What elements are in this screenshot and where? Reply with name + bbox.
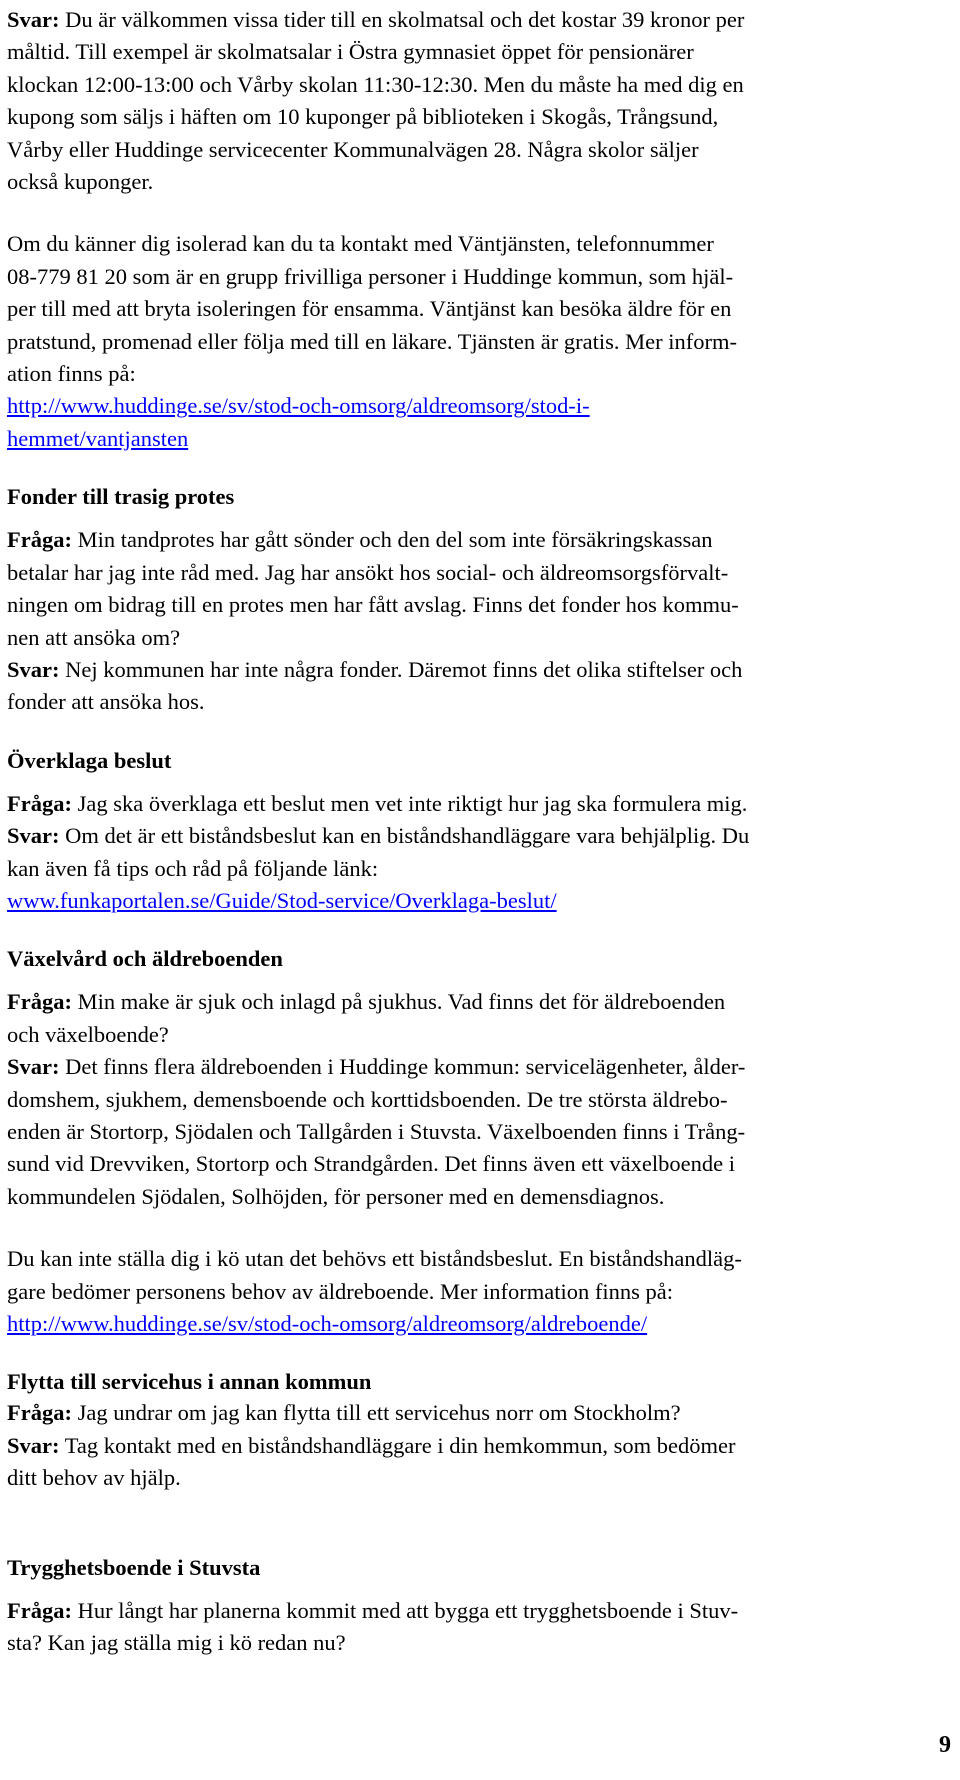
vantjanst-line: Om du känner dig isolerad kan du ta kontakt med Väntjänsten, telefonnummer [7,231,714,257]
vantjanst-link-line[interactable] [7,390,947,422]
question-line: ningen om bidrag till en protes men har fått avslag. Finns det fonder hos kommu- [7,592,739,618]
answer-line: enden är Stortorp, Sjödalen och Tallgården i Stuvsta. Växelboenden finns i Trång- [7,1118,746,1144]
question-line: nen att ansöka om? [7,624,181,650]
question-line: Fråga: Jag ska överklaga ett beslut men vet inte riktigt hur jag ska formulera mig. [7,790,748,816]
answer-line: kommundelen Sjödalen, Solhöjden, för personer med en demensdiagnos. [7,1183,665,1209]
question-line: Fråga: Min make är sjuk och inlagd på sjukhus. Vad finns det för äldreboenden [7,989,726,1015]
answer-label: Svar: [7,656,60,682]
intro-answer-line: också kuponger. [7,169,154,195]
section-heading-trygghet: Trygghetsboende i Stuvsta [7,1554,261,1580]
section-heading-fonder: Fonder till trasig protes [7,484,235,510]
question-line: betalar har jag inte råd med. Jag har ansökt hos social- och äldreomsorgsförvalt- [7,559,729,585]
vaxelvard-link-line[interactable] [7,1308,947,1340]
answer-line: sund vid Drevviken, Stortorp och Strandgården. Det finns även ett växelboende i [7,1151,735,1177]
section-heading-flytta: Flytta till servicehus i annan kommun [7,1369,372,1395]
question-label: Fråga: [7,790,72,816]
vaxelvard-link[interactable]: http://www.huddinge.se/sv/stod-och-omsorg/aldreomsorg/aldreboende/ [7,1311,648,1336]
vantjanst-line: pratstund, promenad eller följa med till en läkare. Tjänsten är gratis. Mer inform- [7,328,737,354]
intro-answer-line: måltid. Till exempel är skolmatsalar i Östra gymnasiet öppet för pensionärer [7,39,694,65]
answer-label: Svar: [7,7,60,32]
vantjanst-link[interactable]: http://www.huddinge.se/sv/stod-och-omsorg/aldreomsorg/stod-i- [7,393,590,419]
question-label: Fråga: [7,527,72,553]
answer-line: Svar: Nej kommunen har inte några fonder. Däremot finns det olika stiftelser och [7,656,743,682]
question-line: sta? Kan jag ställa mig i kö redan nu? [7,1630,346,1656]
intro-answer [7,4,947,198]
vaxelvard-extra [7,1243,947,1340]
answer-label: Svar: [7,1432,60,1458]
vantjanst-paragraph [7,228,947,455]
answer-label: Svar: [7,1054,60,1080]
fonder-qa [7,524,947,718]
question-label: Fråga: [7,989,72,1015]
question-line: Fråga: Jag undrar om jag kan flytta till ett servicehus norr om Stockholm? [7,1400,681,1426]
vaxelvard-extra-line: gare bedömer personens behov av äldreboende. Mer information finns på: [7,1278,674,1304]
intro-answer-line: klockan 12:00-13:00 och Vårby skolan 11:30-12:30. Men du måste ha med dig en [7,71,744,97]
overklaga-qa [7,788,947,918]
question-line: och växelboende? [7,1021,169,1047]
vaxelvard-qa [7,986,947,1213]
answer-line: fonder att ansöka hos. [7,689,205,715]
section-heading-overklaga: Överklaga beslut [7,747,172,773]
flytta-qa [7,1397,947,1494]
question-label: Fråga: [7,1400,72,1426]
question-line: Fråga: Hur långt har planerna kommit med att bygga ett trygghetsboende i Stuv- [7,1597,739,1623]
answer-line: ditt behov av hjälp. [7,1465,181,1491]
vantjanst-line: per till med att bryta isoleringen för ensamma. Väntjänst kan besöka äldre för en [7,296,732,322]
trygghet-qa [7,1595,947,1660]
answer-line: Svar: Om det är ett biståndsbeslut kan en biståndshandläggare vara behjälplig. Du [7,823,750,849]
answer-line: Svar: Det finns flera äldreboenden i Huddinge kommun: servicelägenheter, ålder- [7,1054,746,1080]
intro-answer-line: kupong som säljs i häften om 10 kuponger på biblioteken i Skogås, Trångsund, [7,104,719,130]
answer-line: kan även få tips och råd på följande länk: [7,855,379,881]
intro-answer-line: Vårby eller Huddinge servicecenter Kommunalvägen 28. Några skolor säljer [7,136,699,162]
question-line: Fråga: Min tandprotes har gått sönder och den del som inte försäkringskassan [7,527,713,553]
answer-line: domshem, sjukhem, demensboende och korttidsboenden. De tre största äldrebo- [7,1086,728,1112]
question-label: Fråga: [7,1597,72,1623]
section-heading-vaxelvard: Växelvård och äldreboenden [7,946,283,972]
vantjanst-line: ation finns på: [7,361,136,387]
overklaga-link[interactable]: www.funkaportalen.se/Guide/Stod-service/Overklaga-beslut/ [7,887,557,913]
overklaga-link-line[interactable] [7,885,947,917]
document-page [7,4,947,1659]
vantjanst-link-line[interactable] [7,423,947,455]
answer-label: Svar: [7,823,60,849]
vantjanst-link[interactable]: hemmet/vantjansten [7,425,189,451]
intro-answer-line: Svar: Du är välkommen vissa tider till en skolmatsal och det kostar 39 kronor per [7,7,745,32]
page-number: 9 [939,1732,951,1758]
answer-line: Svar: Tag kontakt med en biståndshandläggare i din hemkommun, som bedömer [7,1432,736,1458]
vantjanst-line: 08-779 81 20 som är en grupp frivilliga personer i Huddinge kommun, som hjäl- [7,263,734,289]
vaxelvard-extra-line: Du kan inte ställa dig i kö utan det behövs ett biståndsbeslut. En biståndshandläg- [7,1246,742,1272]
